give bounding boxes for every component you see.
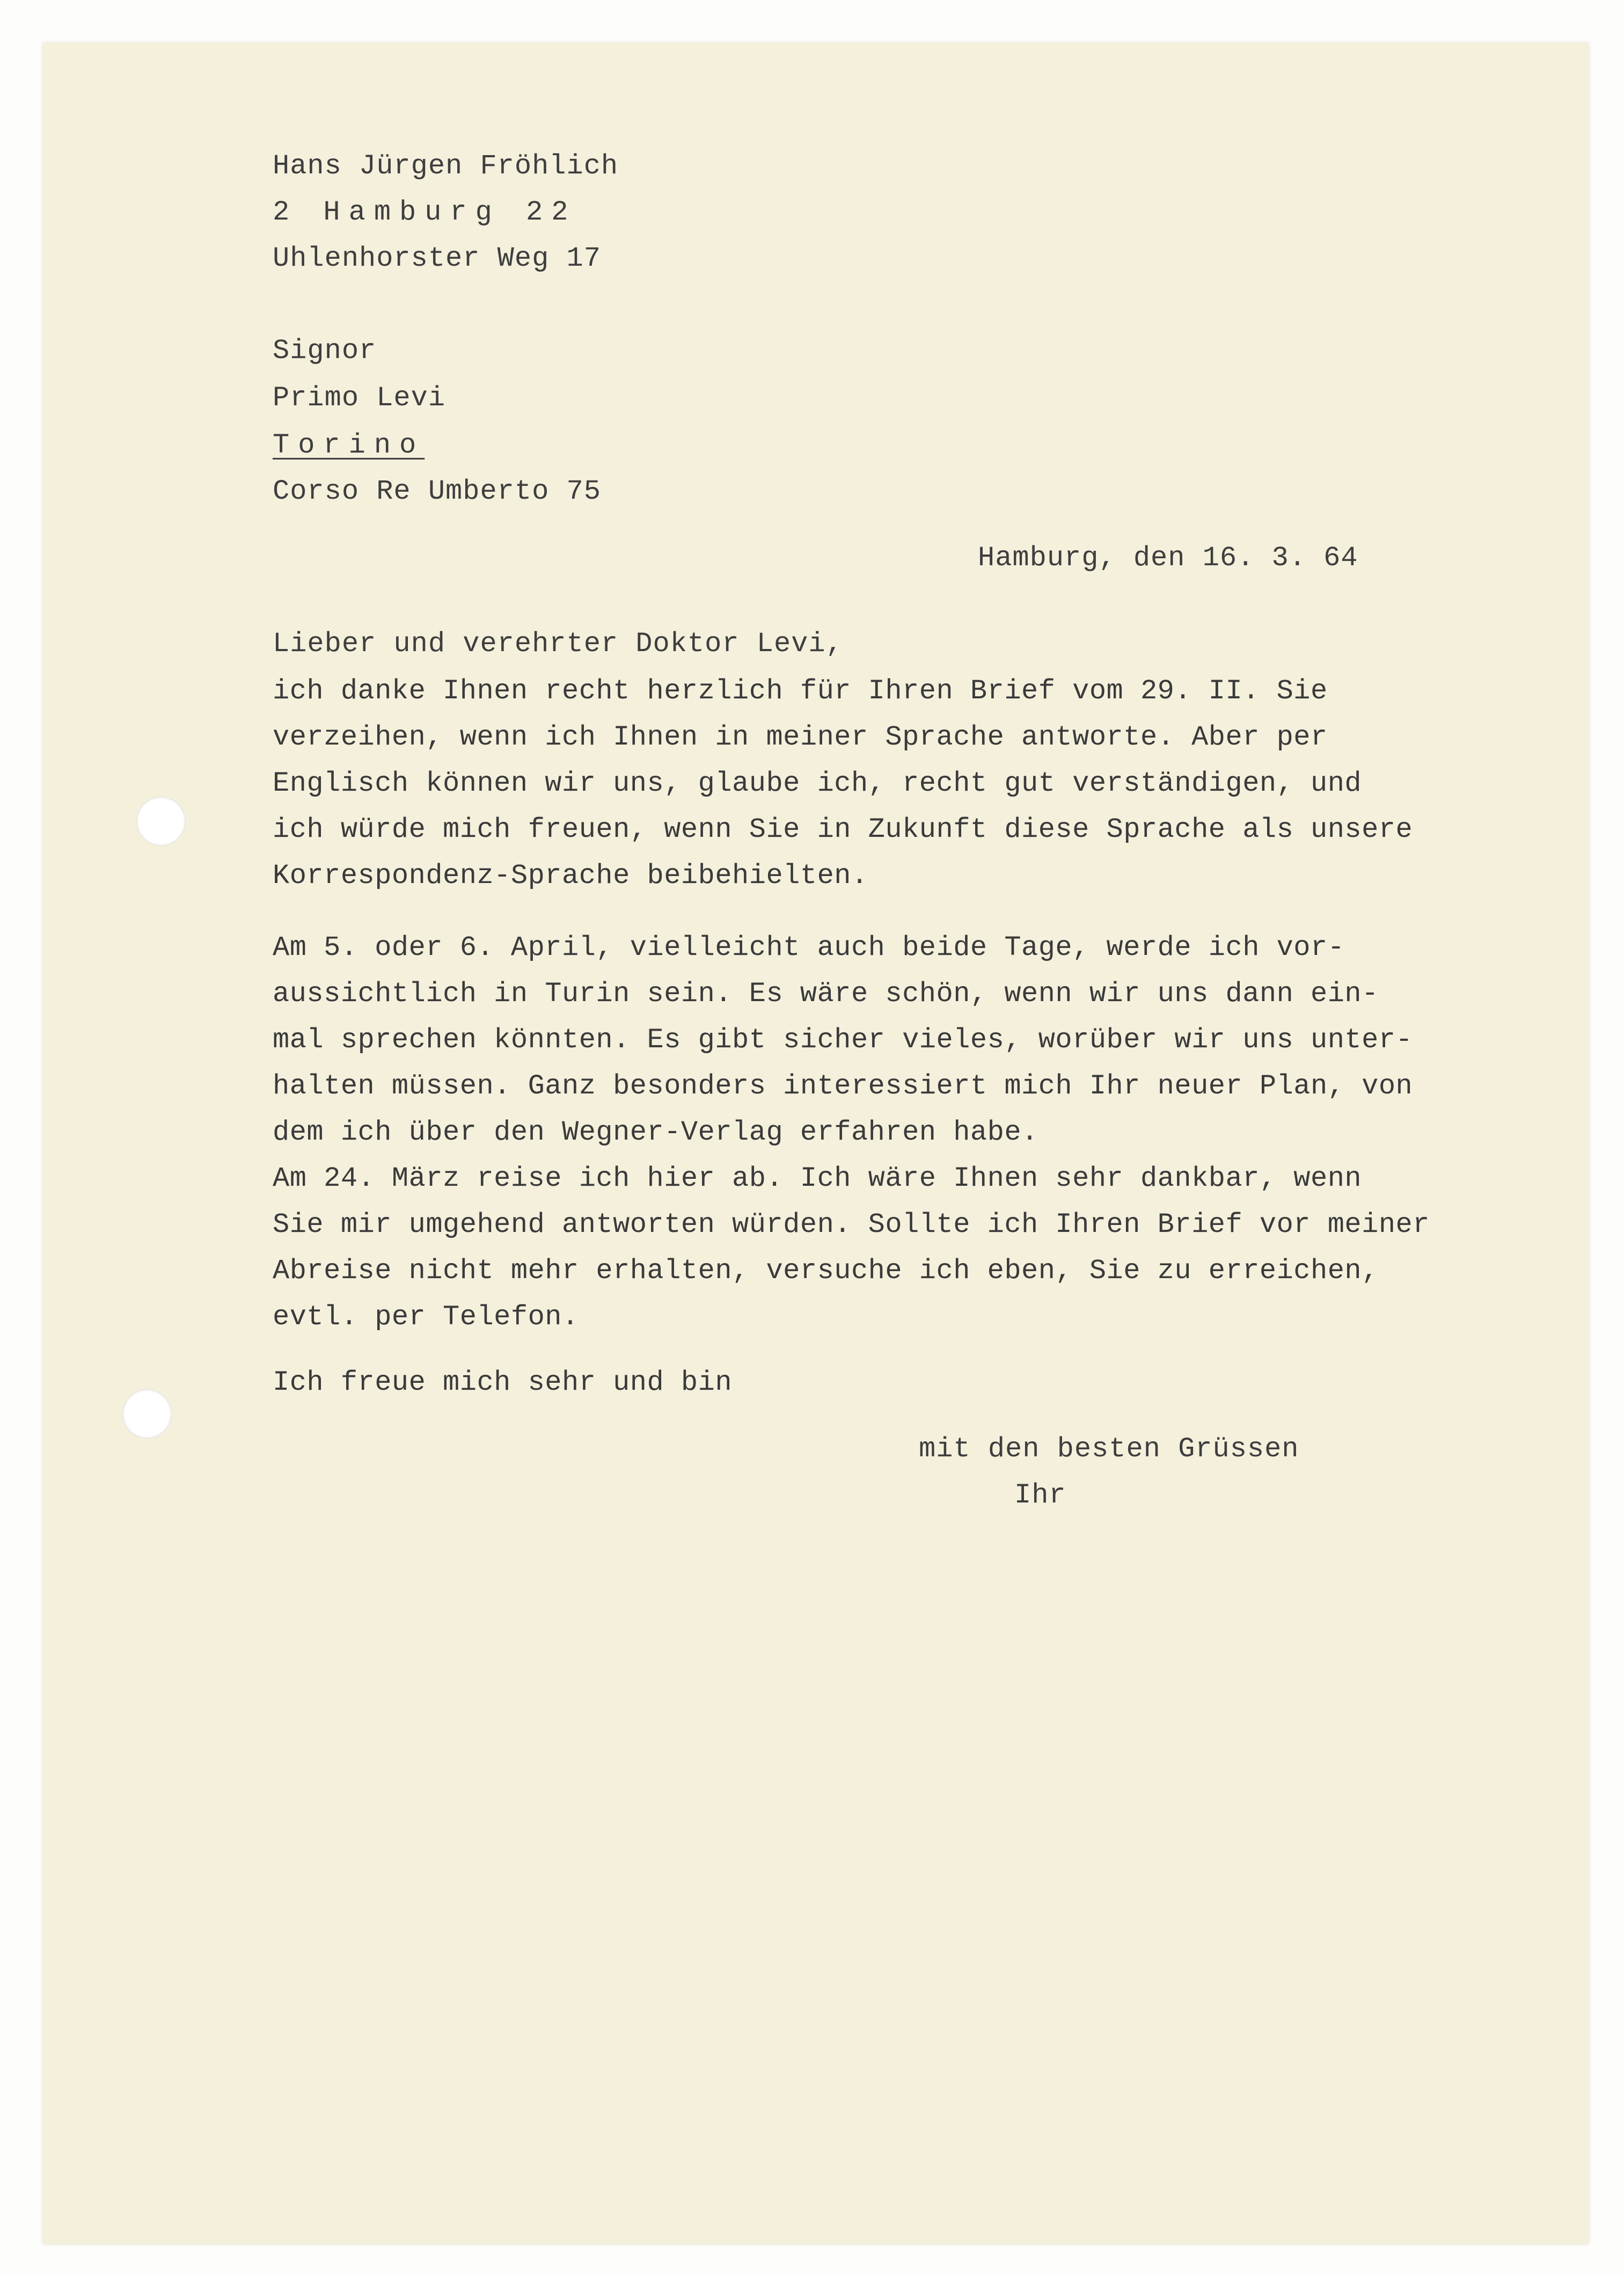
punch-hole-lower — [122, 1389, 172, 1439]
paragraph-1-line-2: verzeihen, wenn ich Ihnen in meiner Sprache antworte. Aber per — [273, 721, 1328, 753]
sender-name: Hans Jürgen Fröhlich — [273, 150, 619, 182]
signature-word: Ihr — [1014, 1479, 1066, 1511]
paragraph-2-line-9: evtl. per Telefon. — [273, 1301, 579, 1333]
paragraph-2-line-5: dem ich über den Wegner-Verlag erfahren habe. — [273, 1117, 1038, 1148]
recipient-name: Primo Levi — [273, 382, 446, 414]
paragraph-1-line-3: Englisch können wir uns, glaube ich, recht gut verständigen, und — [273, 768, 1362, 799]
paragraph-2-line-4: halten müssen. Ganz besonders interessiert mich Ihr neuer Plan, von — [273, 1070, 1413, 1102]
paragraph-1-line-4: ich würde mich freuen, wenn Sie in Zukunft diese Sprache als unsere — [273, 814, 1413, 845]
paragraph-2-line-1: Am 5. oder 6. April, vielleicht auch beide Tage, werde ich vor- — [273, 932, 1345, 964]
recipient-city: Torino — [273, 429, 425, 461]
paragraph-2-line-8: Abreise nicht mehr erhalten, versuche ich eben, Sie zu erreichen, — [273, 1255, 1379, 1287]
paragraph-3-line-1: Ich freue mich sehr und bin — [273, 1367, 733, 1398]
recipient-salutation: Signor — [273, 335, 377, 367]
sender-city-line: 2 Hamburg 22 — [273, 196, 577, 228]
paragraph-1-line-1: ich danke Ihnen recht herzlich für Ihren Brief vom 29. II. Sie — [273, 675, 1328, 707]
paragraph-2-line-6: Am 24. März reise ich hier ab. Ich wäre Ihnen sehr dankbar, wenn — [273, 1163, 1362, 1194]
greeting: Lieber und verehrter Doktor Levi, — [273, 628, 843, 660]
recipient-street: Corso Re Umberto 75 — [273, 476, 601, 507]
paragraph-2-line-7: Sie mir umgehend antworten würden. Sollte ich Ihren Brief vor meiner — [273, 1209, 1430, 1241]
date-line: Hamburg, den 16. 3. 64 — [978, 542, 1358, 574]
sender-street: Uhlenhorster Weg 17 — [273, 243, 601, 274]
paragraph-2-line-2: aussichtlich in Turin sein. Es wäre schön, wenn wir uns dann ein- — [273, 978, 1379, 1010]
paragraph-2-line-3: mal sprechen könnten. Es gibt sicher vieles, worüber wir uns unter- — [273, 1024, 1413, 1056]
closing: mit den besten Grüssen — [919, 1433, 1299, 1465]
paragraph-1-line-5: Korrespondenz-Sprache beibehielten. — [273, 860, 868, 892]
punch-hole-upper — [136, 797, 186, 846]
